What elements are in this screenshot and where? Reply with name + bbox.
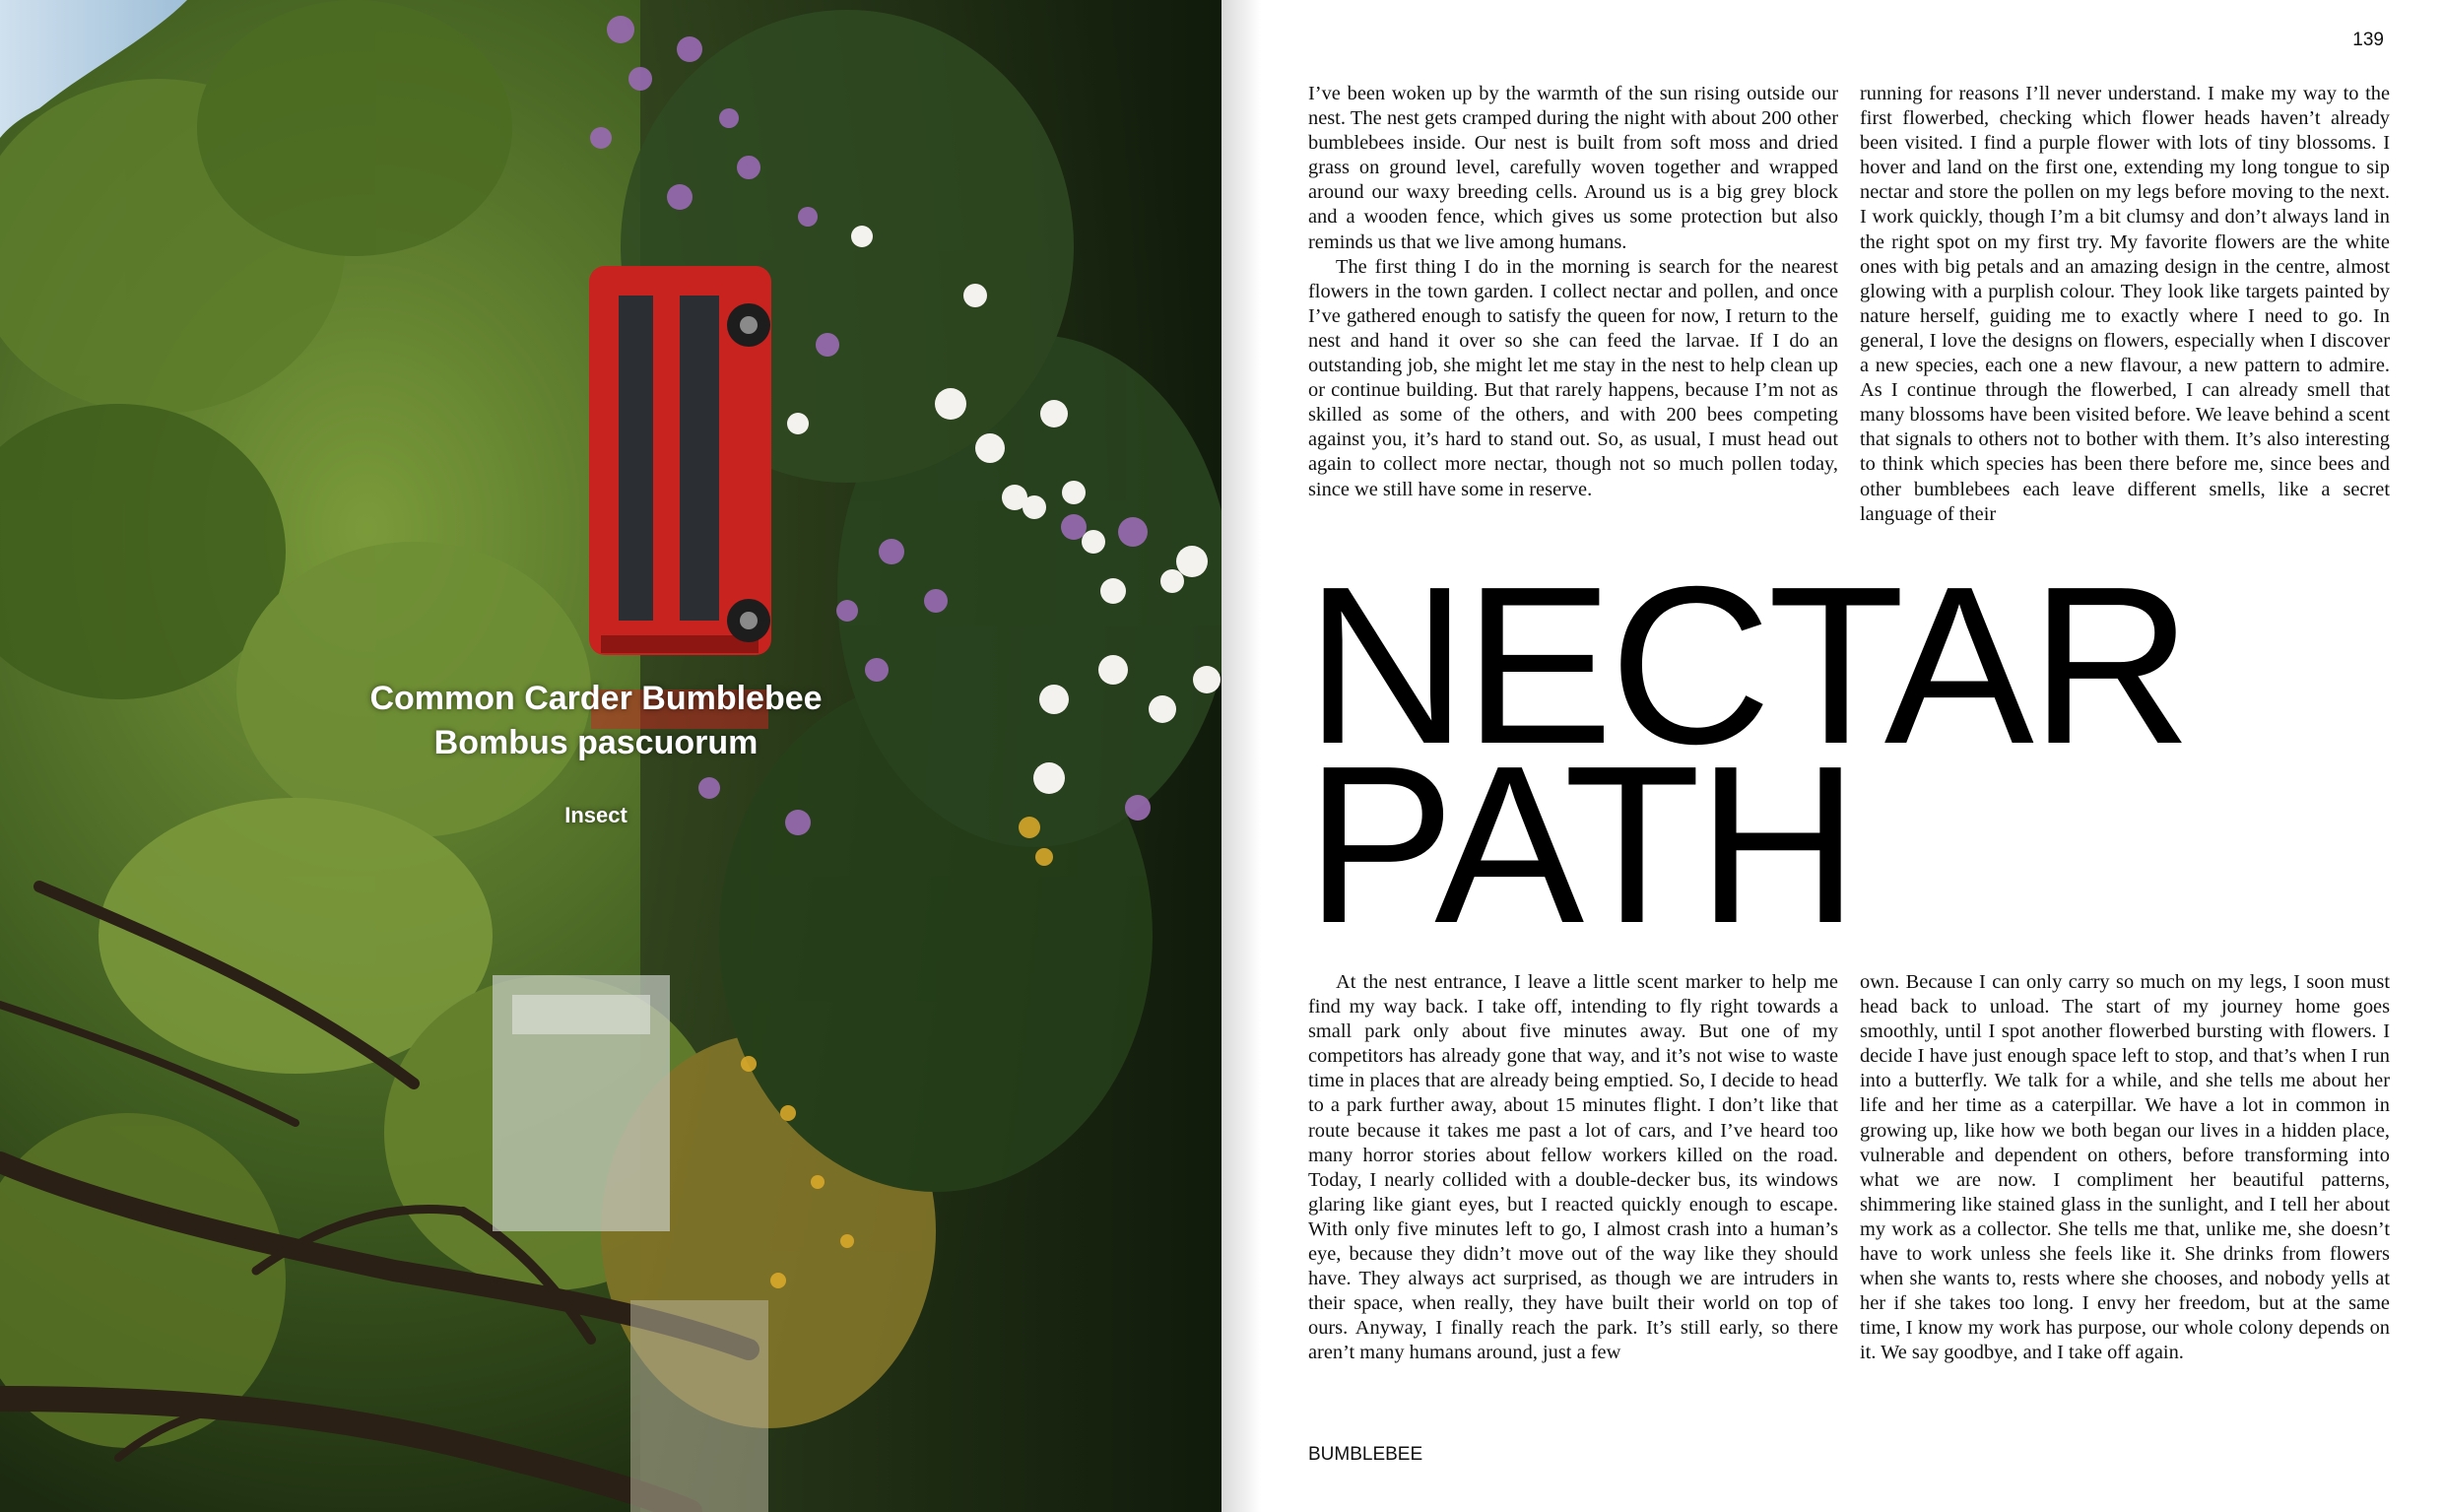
text-column-1	[1308, 82, 1838, 502]
title-line-2: PATH	[1305, 720, 1856, 970]
page-number: 139	[2352, 30, 2384, 50]
caption-common-name: Common Carder Bumblebee	[369, 680, 823, 717]
paragraph: The first thing I do in the morning is search for the nearest flowers in the town garden. I collect nectar and pollen, and once I’ve gathered enough to satisfy the queen for now, I return to the nest and hand it over so she can feed the larvae. If I do an outstanding job, she might let me stay in the nest to help clean up or continue building. But that rarely happens, because I’m not as skilled as some of the others, and with 200 bees competing against you, it’s hard to stand out. So, as usual, I must head out again to collect more nectar, though not so much pollen today, since we still have some in reserve.	[1308, 255, 1838, 500]
paragraph: running for reasons I’ll never understand. I make my way to the first flowerbed, checking which flower heads haven’t already been visited. I find a purple flower with lots of tiny blossoms. I hover and land on the first one, extending my long tongue to sip nectar and store the pollen on my legs before moving to the next. I work quickly, though I’m a bit clumsy and don’t always land in the right spot on my first try. My favorite flowers are the white ones with big petals and an amazing design in the centre, almost glowing with a purplish colour. They look like targets painted by nature herself, guiding me to exactly where I need to go. In general, I love the designs on flowers, especially when I discover a new species, each one a new flavour, a new pattern to admire. As I continue through the flowerbed, I can already smell that many blossoms have been visited before. We leave behind a scent that signals to others not to bother with them. It’s also interesting to think which species has been there before me, since bees and other bumblebees each leave different smells, like a secret language of their	[1860, 83, 2390, 525]
text-column-3	[1308, 970, 1838, 1366]
paragraph: At the nest entrance, I leave a little scent marker to help me find my way back. I take off, intending to fly right towards a small park only about five minutes away. But one of my competitors has already gone that way, and it’s not wise to waste time in places that are already being emptied. So, I decide to head to a park further away, about 15 minutes flight. I don’t like that route because it takes me past a lot of cars, and I’ve heard too many horror stories about fellow workers killed on the road. Today, I nearly collided with a double-decker bus, its windows glaring like giant eyes, but I reacted quickly enough to escape. With only five minutes left to go, I almost crash into a human’s eye, because they didn’t move out of the way like they should have. They always act surprised, as though we are intruders in their space, when really, they have built their world on top of ours. Anyway, I finally reach the park. It’s still early, so there aren’t many humans around, just a few	[1308, 971, 1838, 1364]
paragraph: own. Because I can only carry so much on my legs, I soon must head back to unload. The start of my journey home goes smoothly, until I spot another flowerbed bursting with flowers. I decide I have just enough space left to stop, and that’s when I run into a butterfly. We talk for a while, and she tells me about her life and her time as a caterpillar. We have a lot in common in growing up, like how we both began our lives in a hidden place, vulnerable and dependent on others, before transforming into what we are now. I compliment her beautiful patterns, shimmering like stained glass in the sunlight, and I tell her about my work as a collector. She tells me that, unlike me, she doesn’t have to work unless she feels like it. She drinks from flowers when she wants to, rests where she chooses, and nobody yells at her if she takes too long. I envy her freedom, but at the same time, I know my work has purpose, our whole colony depends on it. We say goodbye, and I take off again.	[1860, 971, 2390, 1364]
text-column-2	[1860, 82, 2390, 527]
paragraph: I’ve been woken up by the warmth of the sun rising outside our nest. The nest gets cramped during the night with about 200 other bumblebees inside. Our nest is built from soft moss and dried grass on ground level, carefully woven together and wrapped around our waxy breeding cells. Around us is a big grey block and a wooden fence, which gives us some protection but also reminds us that we live among humans.	[1308, 83, 1838, 253]
caption-type: Insect	[564, 803, 627, 827]
text-column-4	[1860, 970, 2390, 1366]
caption-latin-name: Bombus pascuorum	[433, 724, 759, 761]
section-footer-label: BUMBLEBEE	[1308, 1444, 1423, 1465]
page-gutter	[1222, 0, 1261, 1512]
article-title	[1305, 541, 2389, 970]
title-line-1: NECTAR	[1305, 541, 2189, 791]
